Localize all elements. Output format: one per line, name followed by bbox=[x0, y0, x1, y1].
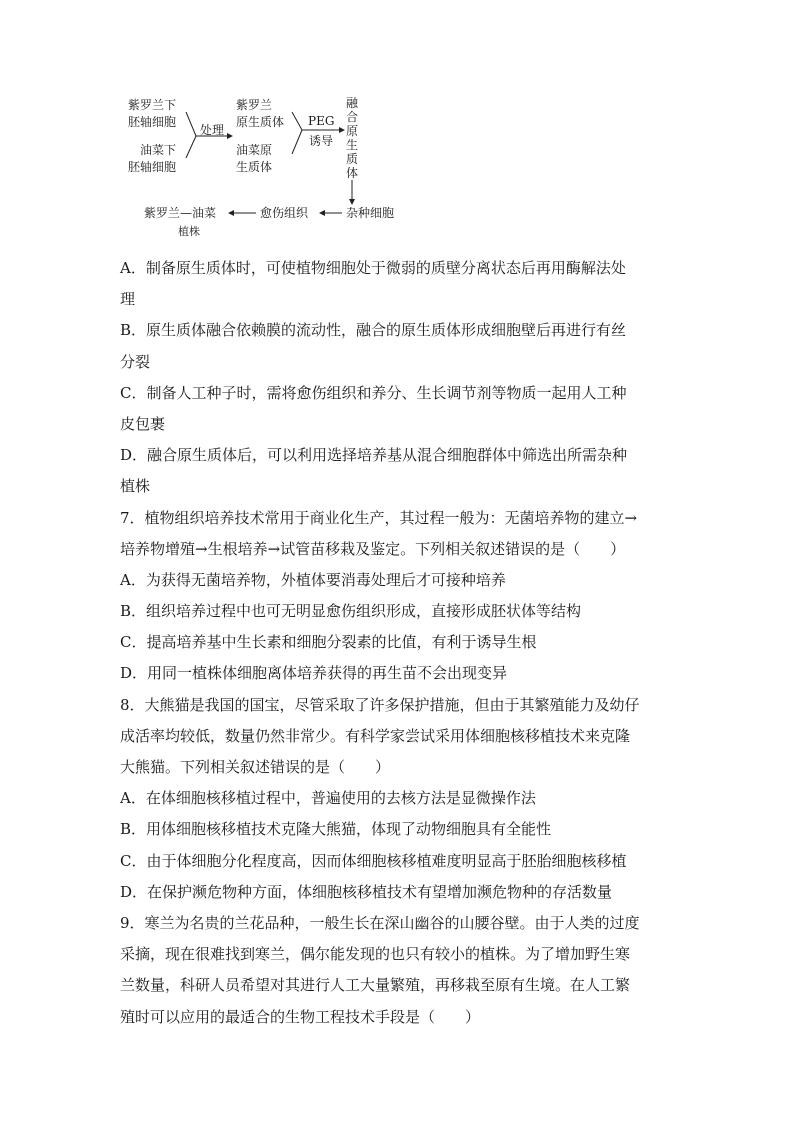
hybrid-plant-label: 紫罗兰—油菜 bbox=[144, 206, 217, 220]
text-line: 理 bbox=[120, 290, 136, 309]
converge-line-bottom bbox=[186, 136, 196, 158]
text-line: B．组织培养过程中也可无明显愈伤组织形成，直接形成胚状体等结构 bbox=[120, 602, 582, 621]
fused-protoplast-label: 融合原生质体 bbox=[346, 96, 359, 180]
text-line: 9．寒兰为名贵的兰花品种，一般生长在深山幽谷的山腰谷壁。由于人类的过度 bbox=[120, 913, 640, 932]
peg-converge-top bbox=[292, 112, 302, 130]
text-line: C．提高培养基中生长素和细胞分裂素的比值，有利于诱导生根 bbox=[120, 633, 537, 652]
text-line: 7．植物组织培养技术常用于商业化生产，其过程一般为：无菌培养物的建立→ bbox=[120, 508, 638, 527]
text-line: D．用同一植株体细胞离体培养获得的再生苗不会出现变异 bbox=[120, 664, 508, 683]
process-label: 处理 bbox=[200, 123, 225, 137]
text-line: 成活率均较低，数量仍然非常少。有科学家尝试采用体细胞核移植技术来克隆 bbox=[120, 726, 631, 745]
induce-label: 诱导 bbox=[309, 134, 334, 148]
text-line: B．原生质体融合依赖膜的流动性，融合的原生质体形成细胞壁后再进行有丝 bbox=[120, 321, 627, 340]
text-line: 培养物增殖→生根培养→试管苗移栽及鉴定。下列相关叙述错误的是（ ） bbox=[120, 539, 626, 558]
question-text bbox=[120, 253, 680, 1033]
rape-protoplast-label: 油菜原 生质体 bbox=[236, 143, 273, 174]
text-line: C．制备人工种子时，需将愈伤组织和养分、生长调节剂等物质一起用人工种 bbox=[120, 383, 627, 402]
text-line: 兰数量，科研人员希望对其进行人工大量繁殖，再移栽至原有生境。在人工繁 bbox=[120, 976, 631, 995]
fusion-flow-diagram bbox=[120, 92, 420, 242]
peg-converge-bottom bbox=[292, 130, 302, 154]
callus-label: 愈伤组织 bbox=[260, 206, 309, 220]
text-line: A．为获得无菌培养物，外植体要消毒处理后才可接种培养 bbox=[120, 570, 506, 589]
converge-line-top bbox=[186, 112, 196, 136]
text-line: 采摘，现在很难找到寒兰，偶尔能发现的也只有较小的植株。为了增加野生寒 bbox=[120, 945, 631, 964]
text-line: 分裂 bbox=[120, 352, 151, 371]
hybrid-cell-label: 杂种细胞 bbox=[346, 206, 395, 220]
violet-cell-label: 紫罗兰下 胚轴细胞 bbox=[128, 98, 177, 129]
text-line: 植株 bbox=[120, 477, 151, 496]
text-line: 殖时可以应用的最适合的生物工程技术手段是（ ） bbox=[120, 1007, 481, 1026]
text-line: 8．大熊猫是我国的国宝，尽管采取了许多保护措施，但由于其繁殖能力及幼仔 bbox=[120, 695, 640, 714]
text-line: A．制备原生质体时，可使植物细胞处于微弱的质壁分离状态后再用酶解法处 bbox=[120, 259, 626, 277]
peg-label: PEG bbox=[308, 114, 335, 128]
text-line: A．在体细胞核移植过程中，普遍使用的去核方法是显微操作法 bbox=[120, 789, 536, 808]
text-line: 皮包裹 bbox=[120, 414, 166, 433]
violet-protoplast-label: 紫罗兰 原生质体 bbox=[236, 98, 285, 129]
text-line: B．用体细胞核移植技术克隆大熊猫，体现了动物细胞具有全能性 bbox=[120, 820, 552, 839]
text-line: C．由于体细胞分化程度高，因而体细胞核移植难度明显高于胚胎细胞核移植 bbox=[120, 851, 627, 870]
text-line: D．融合原生质体后，可以利用选择培养基从混合细胞群体中筛选出所需杂种 bbox=[120, 446, 628, 465]
text-line: D．在保护濒危物种方面，体细胞核移植技术有望增加濒危物种的存活数量 bbox=[120, 882, 613, 901]
text-line: 大熊猫。下列相关叙述错误的是（ ） bbox=[120, 758, 391, 776]
rape-cell-label: 油菜下 胚轴细胞 bbox=[128, 143, 177, 174]
hybrid-plant-label-2: 植株 bbox=[178, 225, 200, 238]
